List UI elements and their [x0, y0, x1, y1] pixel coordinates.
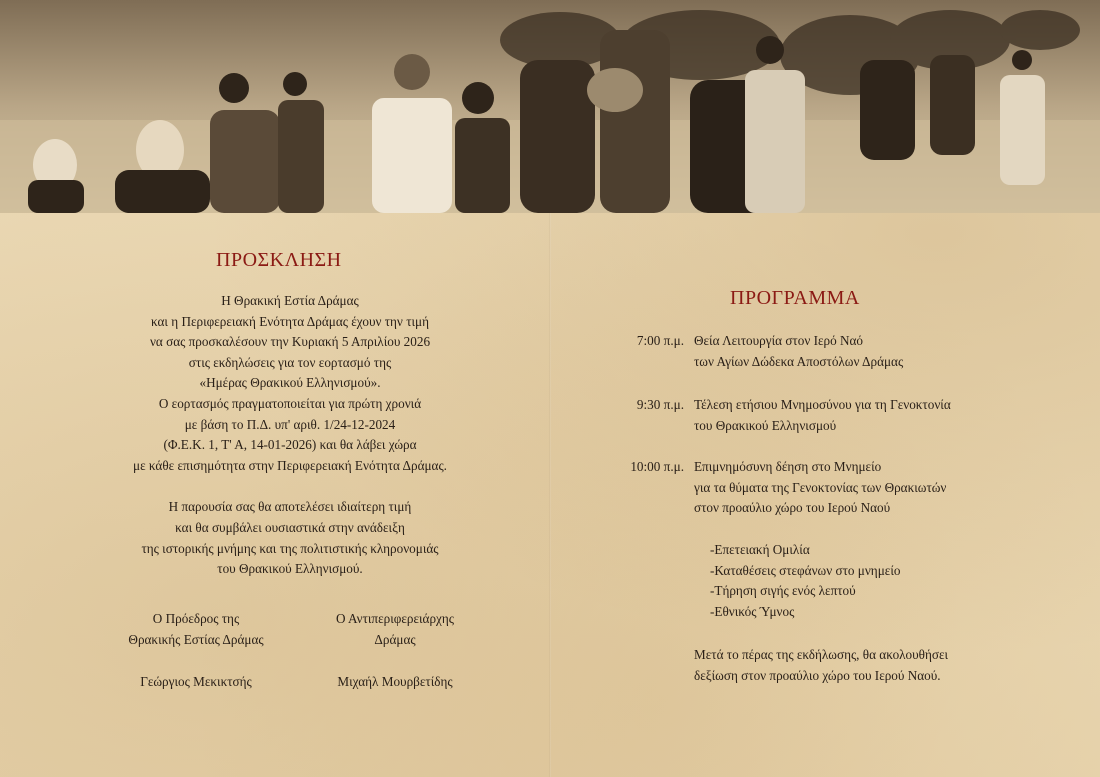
invitation-line: «Ημέρας Θρακικού Ελληνισμού».	[199, 375, 381, 391]
program-line: για τα θύματα της Γενοκτονίας των Θρακιωτών	[694, 479, 947, 495]
signatory-role: Θρακικής Εστίας Δράμας	[128, 632, 264, 647]
program-line: Θεία Λειτουργία στον Ιερό Ναό	[694, 333, 864, 348]
invitation-line: και θα συμβάλει ουσιαστικά στην ανάδειξη	[175, 519, 405, 535]
ceremony-subitem: -Τήρηση σιγής ενός λεπτού	[710, 583, 856, 599]
signatory-name: Γεώργιος Μεκικτσής	[140, 674, 252, 689]
invitation-line: και η Περιφερειακή Ενότητα Δράμας έχουν την τιμή	[150, 313, 430, 329]
closing-line: δεξίωση στον προαύλιο χώρο του Ιερού Ναού.	[694, 667, 941, 683]
program-description	[694, 331, 903, 372]
page-fold	[549, 213, 551, 777]
program-title: ΠΡΟΓΡΑΜΜΑ	[730, 287, 860, 309]
historical-photo-banner	[0, 0, 1100, 213]
invitation-line: της ιστορικής μνήμης και της πολιτιστικής κληρονομιάς	[141, 540, 439, 556]
ceremony-subitem: -Καταθέσεις στεφάνων στο μνημείο	[710, 562, 901, 578]
invitation-line: στις εκδηλώσεις για τον εορτασμό της	[188, 354, 392, 370]
ceremony-subitems	[710, 540, 900, 622]
invitation-title: ΠΡΟΣΚΛΗΣΗ	[216, 249, 342, 271]
paragraph-gap	[70, 476, 510, 497]
ceremony-subitem: -Επετειακή Ομιλία	[710, 542, 810, 557]
invitation-line: να σας προσκαλέσουν την Κυριακή 5 Απριλίου 2026	[149, 334, 431, 350]
signatory-role: Ο Αντιπεριφερειάρχης	[335, 611, 455, 626]
refugee-column-photo-illustration	[0, 0, 1100, 213]
invitation-body	[70, 291, 510, 580]
program-line: στον προαύλιο χώρο του Ιερού Ναού	[694, 500, 891, 516]
program-time: 10:00 π.μ.	[630, 459, 684, 474]
program-time: 9:30 π.μ.	[636, 397, 684, 412]
program-line: του Θρακικού Ελληνισμού	[694, 417, 837, 433]
invitation-line: του Θρακικού Ελληνισμού.	[217, 561, 363, 577]
signatory-president	[96, 608, 296, 692]
program-line: Τέλεση ετήσιου Μνημοσύνου για τη Γενοκτονία	[694, 397, 951, 412]
ceremony-subitem: -Εθνικός Ύμνος	[710, 603, 795, 619]
invitation-line: με βάση το Π.Δ. υπ' αριθ. 1/24-12-2024	[184, 416, 396, 432]
program-time: 7:00 π.μ.	[636, 333, 684, 348]
invitation-line: με κάθε επισημότητα στην Περιφερειακή Ενότητα Δράμας.	[133, 457, 447, 473]
signatory-name: Μιχαήλ Μουρβετίδης	[337, 674, 453, 689]
program-line: Επιμνημόσυνη δέηση στο Μνημείο	[694, 459, 882, 474]
invitation-line: Η Θρακική Εστία Δράμας	[221, 293, 359, 308]
program-description	[694, 457, 946, 519]
signatory-role: Δράμας	[374, 632, 416, 647]
closing-note	[694, 645, 948, 686]
invitation-line: (Φ.Ε.Κ. 1, Τ' Α, 14-01-2026) και θα λάβει χώρα	[163, 437, 417, 453]
signatory-vice-governor	[295, 608, 495, 692]
program-line: των Αγίων Δώδεκα Αποστόλων Δράμας	[694, 353, 904, 369]
program-description	[694, 395, 951, 436]
closing-line: Μετά το πέρας της εκδήλωσης, θα ακολουθήσει	[694, 647, 949, 662]
invitation-line: Η παρουσία σας θα αποτελέσει ιδιαίτερη τιμή	[168, 499, 412, 515]
invitation-line: Ο εορτασμός πραγματοποιείται για πρώτη χρονιά	[158, 395, 422, 411]
signatory-role: Ο Πρόεδρος της	[152, 611, 240, 626]
